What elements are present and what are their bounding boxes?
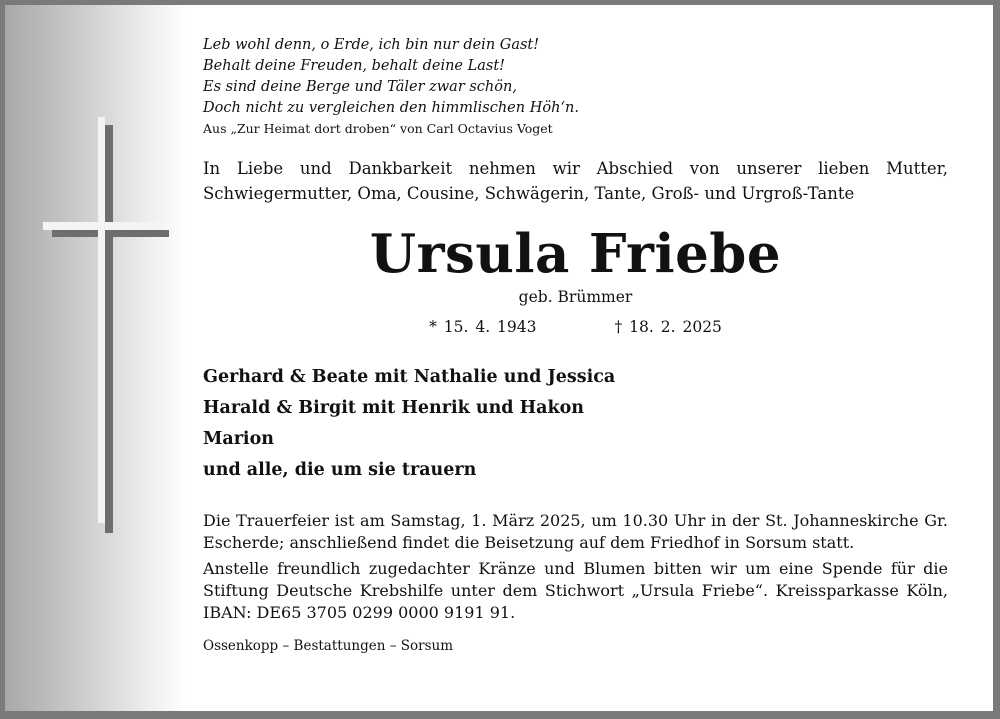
deceased-name: Ursula Friebe [369,223,782,285]
cross-icon [35,113,175,533]
poem-source: Aus „Zur Heimat dort droben“ von Carl Octavius Voget [203,121,553,136]
poem-line: Leb wohl denn, o Erde, ich bin nur dein Gast! [203,37,540,53]
intro-text: In Liebe und Dankbarkeit nehmen wir Abschied von unserer lieben Mutter, Schwiegermutter, Oma, Cousine, Schwägerin, Tante, Groß- und Urgroß-Tante [203,159,948,203]
poem-line: Doch nicht zu vergleichen den himmlischen Höh‘n. [203,100,579,116]
obituary-card [5,5,993,711]
mourner-line: Harald & Birgit mit Henrik und Hakon [203,398,585,418]
mourner-line: und alle, die um sie trauern [203,460,477,480]
mourners-list [203,362,948,486]
mourner-line: Gerhard & Beate mit Nathalie und Jessica [203,367,616,387]
obituary-content [203,35,948,656]
cross-light-horizontal [43,222,160,230]
poem-line: Behalt deine Freuden, behalt deine Last! [203,58,505,74]
ceremony-notice: Die Trauerfeier ist am Samstag, 1. März 2025, um 10.30 Uhr in der St. Johanneskirche Gr. Escherde; anschließend findet die Beisetzung auf dem Friedhof in Sorsum statt. [203,511,948,552]
life-dates [203,316,948,338]
birth-name: geb. Brümmer [518,288,633,306]
poem-line: Es sind deine Berge und Täler zwar schön, [203,79,517,95]
funeral-home: Ossenkopp – Bestattungen – Sorsum [203,638,453,654]
cross-light-vertical [98,117,105,523]
mourner-line: Marion [203,429,274,449]
death-date: † 18. 2. 2025 [614,318,722,336]
birth-date: * 15. 4. 1943 [429,318,537,336]
poem [203,35,948,138]
donation-notice: Anstelle freundlich zugedachter Kränze und Blumen bitten wir um eine Spende für die Stiftung Deutsche Krebshilfe unter dem Stichwort „Ursula Friebe“. Kreissparkasse Köln, IBAN: DE65 3705 0299 0000 9191 91. [203,559,948,622]
cross-shadow-horizontal [52,230,169,237]
cross-shadow-vertical [105,125,113,533]
